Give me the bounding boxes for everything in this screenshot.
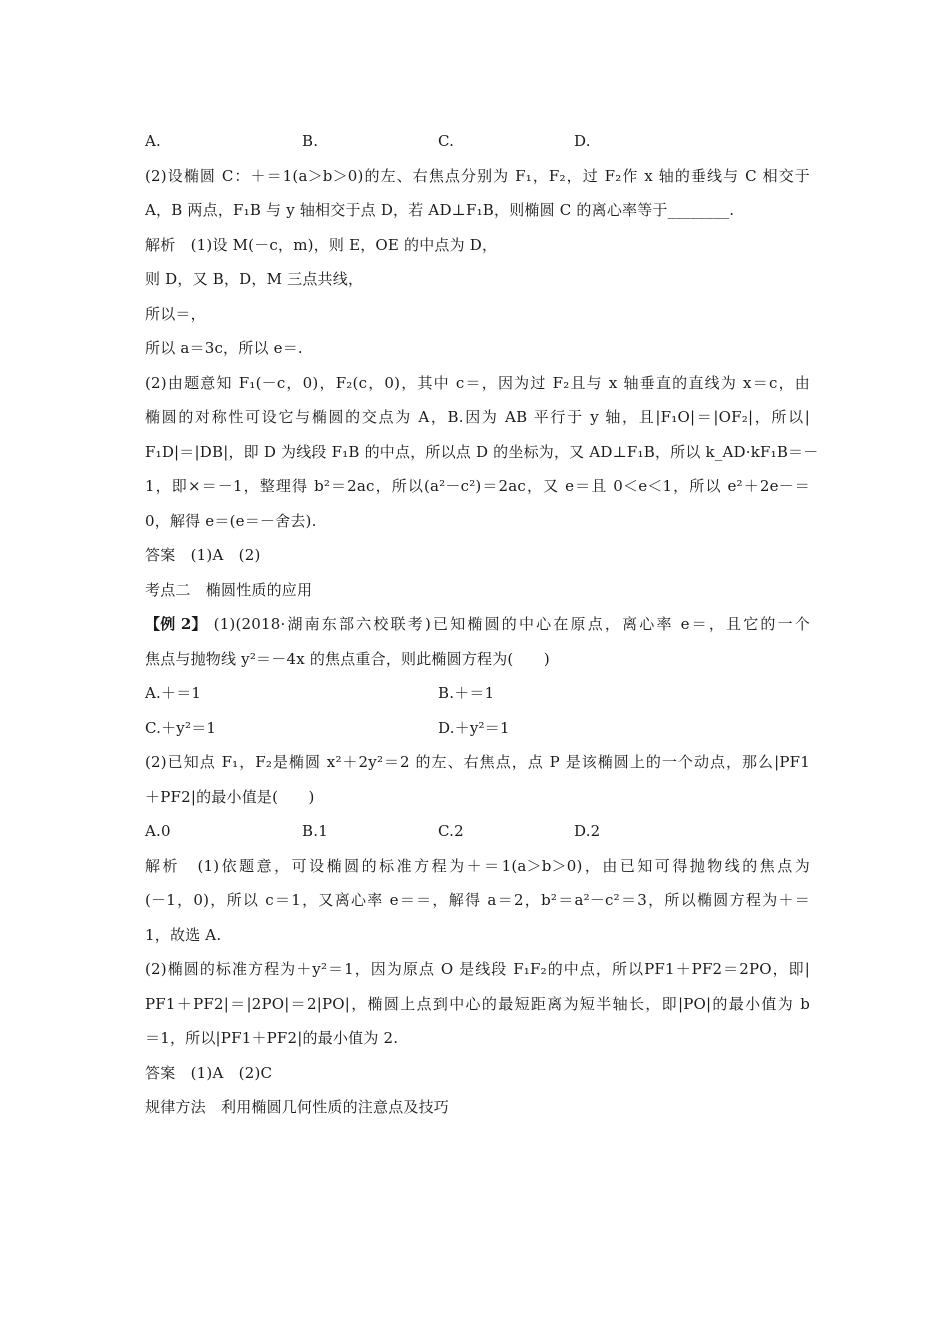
example-2-question-1-line-2: 焦点与抛物线 y²＝－4x 的焦点重合，则此椭圆方程为( ) [145,649,550,668]
option-row [145,124,810,159]
example-2-solution-2-line-3: ＝1，所以|PF1＋PF2|的最小值为 2. [145,1029,399,1047]
q2-option-c: C.2 [438,822,464,840]
solution-2-line-1: (2)由题意知 F₁(－c，0)，F₂(c，0)，其中 c＝，因为过 F₂且与 x 轴垂直的直线为 x＝c，由 [145,373,810,392]
example-2-option-b: B.＋＝1 [438,684,495,702]
solution-2-line-2: 椭圆的对称性可设它与椭圆的交点为 A，B.因为 AB 平行于 y 轴，且|F₁O|＝|OF₂|，所以| [145,408,810,426]
example-2-solution-1-line-1: 解析 (1)依题意，可设椭圆的标准方程为＋＝1(a＞b＞0)，由已知可得抛物线的焦点为 [145,856,810,875]
example-2-answer: 答案 (1)A (2)C [145,1063,273,1082]
solution-line-1: 解析 (1)设 M(－c，m)，则 E，OE 的中点为 D， [145,235,498,254]
example-2-question-2-line-2: ＋PF2|的最小值是( ) [145,787,315,806]
question-2-line-2: A，B 两点，F₁B 与 y 轴相交于点 D，若 AD⊥F₁B，则椭圆 C 的离心率等于________. [145,201,735,219]
option-c: C. [438,132,455,150]
solution-2-line-5: 0，解得 e＝(e＝－舍去). [145,511,317,530]
example-2-option-c: C.＋y²＝1 [145,718,217,737]
example-2-question-2-line-1: (2)已知点 F₁，F₂是椭圆 x²＋2y²＝2 的左、右焦点，点 P 是该椭圆上的一个动点，那么|PF1 [145,753,810,771]
solution-2-line-4: 1，即×＝－1，整理得 b²＝2ac，所以(a²－c²)＝2ac，又 e＝且 0＜e＜1，所以 e²＋2e－＝ [145,477,810,495]
solution-line-4: 所以 a＝3c，所以 e＝. [145,339,303,357]
option-a: A. [145,132,162,150]
example-2-option-row-1 [145,676,810,711]
example-2-solution-1-line-2: (－1，0)，所以 c＝1，又离心率 e＝＝，解得 a＝2，b²＝a²－c²＝3，所以椭圆方程为＋＝ [145,891,810,909]
example-2-solution-2-line-1: (2)椭圆的标准方程为＋y²＝1，因为原点 O 是线段 F₁F₂的中点，所以PF1＋PF2＝2PO，即| [145,960,810,978]
q2-option-a: A.0 [145,822,171,840]
q2-option-d: D.2 [574,822,601,840]
example-2-line-1 [145,607,810,642]
example-2-solution-1-line-3: 1，故选 A. [145,925,222,944]
example-2-question-1-line-1: (1)(2018·湖南东部六校联考)已知椭圆的中心在原点，离心率 e＝，且它的一个 [213,615,811,633]
answer-line: 答案 (1)A (2) [145,546,261,564]
option-b: B. [302,132,319,150]
solution-2-line-3: F₁D|＝|DB|，即 D 为线段 F₁B 的中点，所以点 D 的坐标为，又 AD⊥F₁B，所以 k_AD·kF₁B＝－ [145,442,819,461]
option-d: D. [574,132,591,150]
example-2-question-2-options [145,814,810,849]
example-tag: 【例 2】 [145,615,207,633]
question-2-line-1: (2)设椭圆 C：＋＝1(a＞b＞0)的左、右焦点分别为 F₁，F₂，过 F₂作 x 轴的垂线与 C 相交于 [145,166,810,185]
example-2-solution-2-line-2: PF1＋PF2|＝|2PO|＝2|PO|，椭圆上点到中心的最短距离为短半轴长，即|PO|的最小值为 b [145,994,810,1013]
example-2-option-d: D.＋y²＝1 [438,718,510,737]
example-2-option-row-2 [145,711,810,746]
solution-line-2: 则 D，又 B，D，M 三点共线， [145,270,364,288]
example-2-option-a: A.＋＝1 [145,684,202,702]
solution-line-3: 所以＝， [145,304,206,323]
method-title: 规律方法 利用椭圆几何性质的注意点及技巧 [145,1098,450,1116]
document-page [145,124,819,1125]
q2-option-b: B.1 [302,822,328,840]
section-title: 考点二 椭圆性质的应用 [145,580,313,599]
